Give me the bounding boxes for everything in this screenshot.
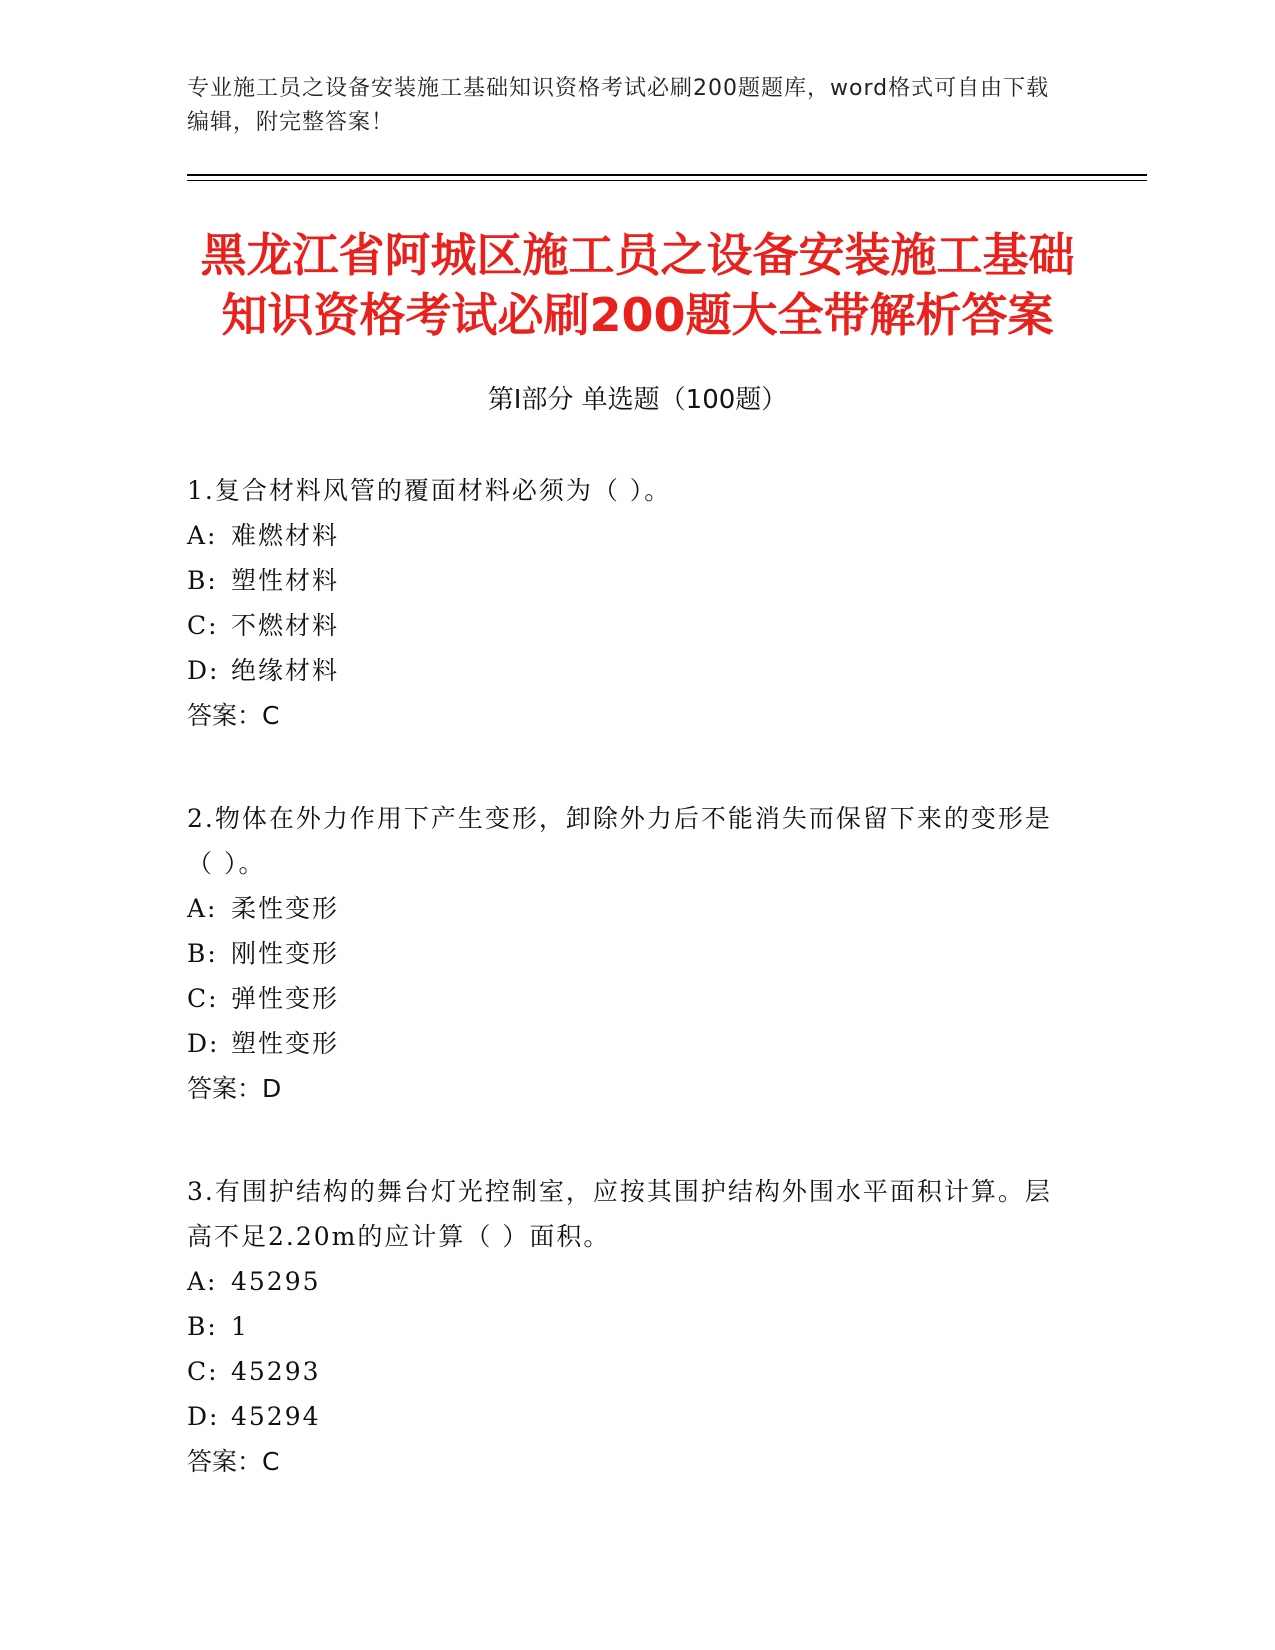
option-text: 弹性变形 (231, 984, 340, 1013)
option-text: 45294 (231, 1402, 321, 1431)
option-a (187, 886, 1067, 931)
question-stem: 2.物体在外力作用下产生变形，卸除外力后不能消失而保留下来的变形是（ ）。 (187, 804, 1052, 878)
question-list (187, 468, 1067, 1542)
option-text: 45293 (231, 1357, 321, 1386)
answer-line: 答案：C (187, 1447, 280, 1476)
option-b (187, 931, 1067, 976)
option-a (187, 513, 1067, 558)
question-1 (187, 468, 1067, 738)
question-stem: 3.有围护结构的舞台灯光控制室，应按其围护结构外围水平面积计算。层高不足2.20m的应计算（ ）面积。 (187, 1177, 1052, 1251)
option-text: 柔性变形 (231, 894, 340, 923)
option-letter: D: (187, 1029, 220, 1058)
option-letter: A: (187, 521, 218, 550)
option-text: 1 (231, 1312, 249, 1341)
option-c (187, 603, 1067, 648)
option-letter: C: (187, 984, 219, 1013)
answer-line: 答案：C (187, 701, 280, 730)
option-text: 塑性变形 (231, 1029, 340, 1058)
option-letter: B: (187, 1312, 218, 1341)
question-2 (187, 796, 1067, 1111)
option-text: 刚性变形 (231, 939, 340, 968)
option-text: 不燃材料 (231, 611, 340, 640)
option-c (187, 976, 1067, 1021)
document-title-line-2: 知识资格考试必刷200题大全带解析答案 (221, 288, 1054, 342)
option-letter: A: (187, 894, 218, 923)
option-letter: D: (187, 1402, 220, 1431)
option-letter: C: (187, 611, 219, 640)
option-b (187, 1304, 1067, 1349)
document-title-line-1: 黑龙江省阿城区施工员之设备安装施工基础 (200, 228, 1075, 282)
option-d (187, 648, 1067, 693)
option-letter: C: (187, 1357, 219, 1386)
answer-line: 答案：D (187, 1074, 282, 1103)
option-c (187, 1349, 1067, 1394)
option-d (187, 1394, 1067, 1439)
question-3 (187, 1169, 1067, 1484)
question-stem: 1.复合材料风管的覆面材料必须为（ ）。 (187, 476, 672, 505)
header-note: 专业施工员之设备安装施工基础知识资格考试必刷200题题库，word格式可自由下载编辑，附完整答案！ (187, 76, 1050, 135)
option-letter: D: (187, 656, 220, 685)
document-title (150, 225, 1125, 345)
option-a (187, 1259, 1067, 1304)
option-letter: B: (187, 939, 218, 968)
option-letter: B: (187, 566, 218, 595)
option-text: 绝缘材料 (231, 656, 340, 685)
option-b (187, 558, 1067, 603)
option-letter: A: (187, 1267, 218, 1296)
option-d (187, 1021, 1067, 1066)
option-text: 难燃材料 (231, 521, 340, 550)
option-text: 塑性材料 (231, 566, 340, 595)
header-divider-thin (187, 180, 1147, 181)
option-text: 45295 (231, 1267, 321, 1296)
section-heading: 第Ⅰ部分 单选题（100题） (487, 385, 788, 415)
header-divider-thick (187, 174, 1147, 176)
